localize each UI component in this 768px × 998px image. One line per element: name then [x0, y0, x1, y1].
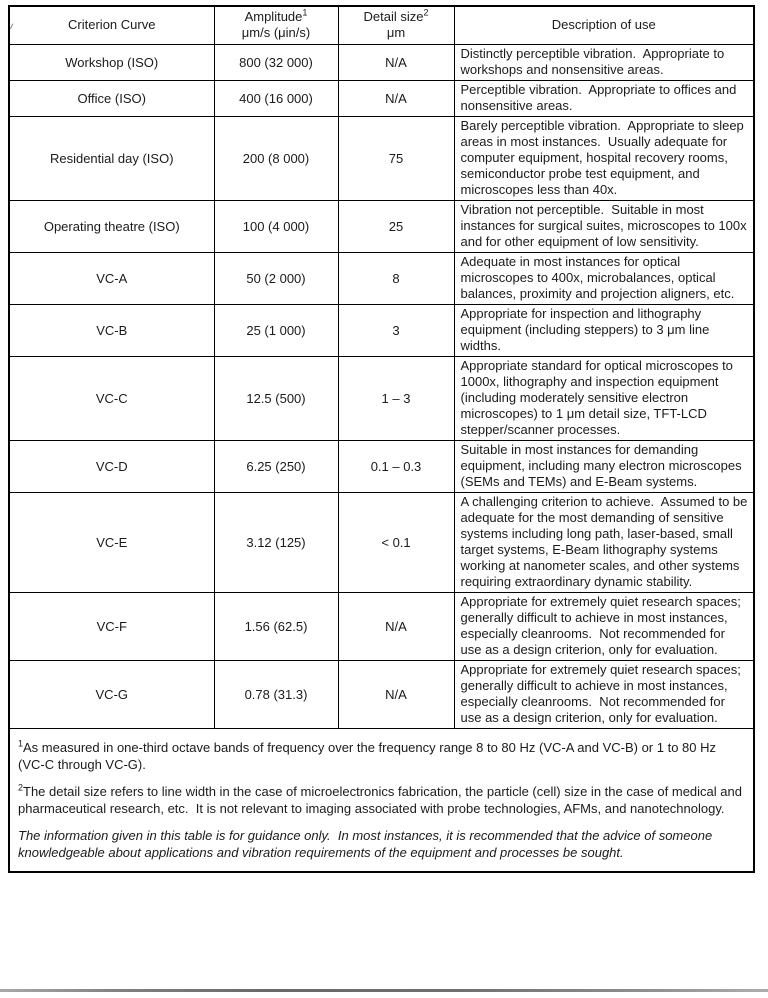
table-row	[9, 81, 754, 117]
amplitude-cell: 800 (32 000)	[214, 45, 338, 81]
amplitude-cell: 200 (8 000)	[214, 117, 338, 201]
description-cell: Distinctly perceptible vibration. Appropriate to workshops and nonsensitive areas.	[454, 45, 754, 81]
description-cell: A challenging criterion to achieve. Assumed to be adequate for the most demanding of sensitive systems including long path, laser-based, small target systems, E-Beam lithography systems working at nanometer scales, and other systems requiring extraordinary dynamic stability.	[454, 493, 754, 593]
amplitude-cell: 400 (16 000)	[214, 81, 338, 117]
table-row	[9, 593, 754, 661]
detail-size-cell: 75	[338, 117, 454, 201]
footnote-marker-1: 1	[302, 7, 308, 18]
column-header-label: Amplitude	[244, 9, 303, 24]
description-cell: Vibration not perceptible. Suitable in most instances for surgical suites, microscopes to 100x and for other equipment of low sensitivity.	[454, 201, 754, 253]
criterion-curve-cell: Operating theatre (ISO)	[9, 201, 214, 253]
detail-size-cell: 8	[338, 253, 454, 305]
detail-size-cell: N/A	[338, 661, 454, 729]
criterion-curve-cell: VC-E	[9, 493, 214, 593]
footnote-2-text: The detail size refers to line width in the case of microelectronics fabrication, the particle (cell) size in the case of medical and pharmaceutical research, etc. It is not relevant to imaging associated with probe technologies, AFMs, and nanotechnology.	[18, 784, 746, 816]
description-cell: Appropriate for extremely quiet research spaces; generally difficult to achieve in most instances, especially cleanrooms. Not recommended for use as a design criterion, only for evaluation.	[454, 593, 754, 661]
description-cell: Adequate in most instances for optical microscopes to 400x, microbalances, optical balances, proximity and projection aligners, etc.	[454, 253, 754, 305]
table-row	[9, 357, 754, 441]
column-header-unit: μm/s (μin/s)	[241, 25, 311, 40]
criterion-curve-cell: VC-B	[9, 305, 214, 357]
detail-size-cell: < 0.1	[338, 493, 454, 593]
footnote-2	[18, 782, 746, 817]
table-row	[9, 45, 754, 81]
criterion-curve-cell: VC-D	[9, 441, 214, 493]
table-row	[9, 305, 754, 357]
criterion-curve-cell: VC-A	[9, 253, 214, 305]
amplitude-cell: 6.25 (250)	[214, 441, 338, 493]
table-row	[9, 441, 754, 493]
amplitude-cell: 0.78 (31.3)	[214, 661, 338, 729]
description-cell: Perceptible vibration. Appropriate to offices and nonsensitive areas.	[454, 81, 754, 117]
description-cell: Appropriate for inspection and lithography equipment (including steppers) to 3 μm line widths.	[454, 305, 754, 357]
table-row	[9, 201, 754, 253]
footnote-1-text: As measured in one-third octave bands of frequency over the frequency range 8 to 80 Hz (VC-A and VC-B) or 1 to 80 Hz (VC-C through VC-G).	[18, 740, 720, 772]
table-row	[9, 253, 754, 305]
detail-size-cell: 0.1 – 0.3	[338, 441, 454, 493]
table-body	[9, 45, 754, 729]
amplitude-cell: 1.56 (62.5)	[214, 593, 338, 661]
column-header-detail-size	[338, 6, 454, 45]
guidance-note: The information given in this table is for guidance only. In most instances, it is recommended that the advice of someone knowledgeable about applications and vibration requirements of the equipment and processes be sought.	[18, 828, 716, 860]
description-cell: Suitable in most instances for demanding equipment, including many electron microscopes (SEMs and TEMs) and E-Beam systems.	[454, 441, 754, 493]
footnote-2-marker: 2	[18, 782, 24, 793]
detail-size-cell: 3	[338, 305, 454, 357]
column-header-label: Criterion Curve	[68, 17, 156, 32]
description-cell: Barely perceptible vibration. Appropriate to sleep areas in most instances. Usually adequate for computer equipment, hospital recovery rooms, semiconductor probe test equipment, and microscopes less than 40x.	[454, 117, 754, 201]
amplitude-cell: 12.5 (500)	[214, 357, 338, 441]
notes-row	[9, 729, 754, 873]
footnote-1-marker: 1	[18, 738, 24, 749]
vibration-criteria-table	[8, 5, 755, 873]
detail-size-cell: N/A	[338, 81, 454, 117]
amplitude-cell: 3.12 (125)	[214, 493, 338, 593]
notes-cell	[9, 729, 754, 873]
column-header-label: Description of use	[551, 17, 656, 32]
description-cell: Appropriate standard for optical microscopes to 1000x, lithography and inspection equipment (including moderately sensitive electron microscopes) to 1 μm detail size, TFT-LCD stepper/scanner processes.	[454, 357, 754, 441]
criterion-curve-cell: Workshop (ISO)	[9, 45, 214, 81]
detail-size-cell: 1 – 3	[338, 357, 454, 441]
column-header-amplitude	[214, 6, 338, 45]
table-row	[9, 493, 754, 593]
criterion-curve-cell: VC-F	[9, 593, 214, 661]
criterion-curve-cell: Residential day (ISO)	[9, 117, 214, 201]
column-header-unit: μm	[386, 25, 406, 40]
detail-size-cell: N/A	[338, 593, 454, 661]
table-row	[9, 661, 754, 729]
column-header-criterion-curve	[9, 6, 214, 45]
column-header-description	[454, 6, 754, 45]
criterion-curve-cell: VC-C	[9, 357, 214, 441]
detail-size-cell: N/A	[338, 45, 454, 81]
footnote-1	[18, 739, 743, 773]
scan-edge-artifact	[0, 989, 768, 992]
column-header-label: Detail size	[363, 9, 424, 24]
amplitude-cell: 100 (4 000)	[214, 201, 338, 253]
description-cell: Appropriate for extremely quiet research spaces; generally difficult to achieve in most instances, especially cleanrooms. Not recommended for use as a design criterion, only for evaluation.	[454, 661, 754, 729]
criterion-curve-cell: Office (ISO)	[9, 81, 214, 117]
detail-size-cell: 25	[338, 201, 454, 253]
table-row	[9, 117, 754, 201]
amplitude-cell: 50 (2 000)	[214, 253, 338, 305]
header-row	[9, 6, 754, 45]
amplitude-cell: 25 (1 000)	[214, 305, 338, 357]
footnote-marker-2: 2	[423, 7, 429, 18]
criterion-curve-cell: VC-G	[9, 661, 214, 729]
